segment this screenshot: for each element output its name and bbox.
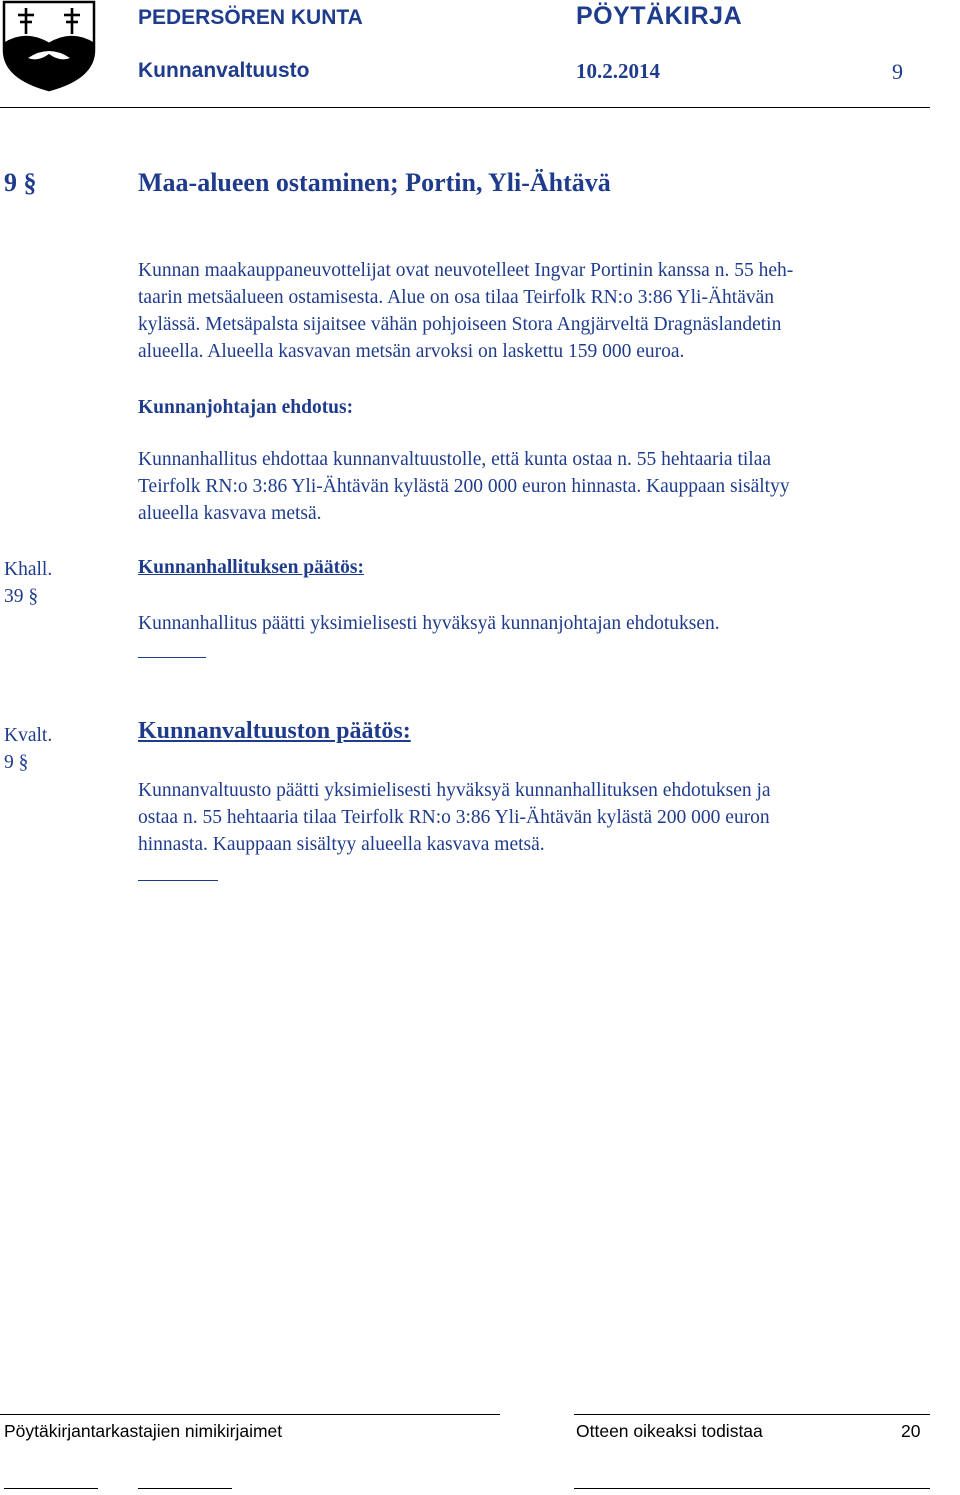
intro-line: taarin metsäalueen ostamisesta. Alue on osa tilaa Teirfolk RN:o 3:86 Yli-Ähtävän — [138, 287, 775, 308]
board-decision-heading: Kunnanhallituksen päätös: — [138, 557, 364, 578]
board-margin-label: Khall. — [4, 559, 53, 580]
council-decision-line: Kunnanvaltuusto päätti yksimielisesti hyväksyä kunnanhallituksen ehdotuksen ja — [138, 780, 771, 801]
signature-line — [4, 1488, 98, 1489]
council-margin-label: Kvalt. — [4, 725, 53, 746]
proposal-heading: Kunnanjohtajan ehdotus: — [138, 397, 354, 418]
municipality-name: PEDERSÖREN KUNTA — [138, 6, 363, 29]
proposal-line: Kunnanhallitus ehdottaa kunnanvaltuustolle, että kunta ostaa n. 55 hehtaaria tilaa — [138, 449, 772, 470]
proposal-line: alueella kasvava metsä. — [138, 503, 322, 524]
page-number: 9 — [892, 59, 903, 84]
footer-certification-label: Otteen oikeaksi todistaa — [576, 1421, 763, 1441]
council-decision-paragraph — [138, 777, 908, 858]
footer-divider-right — [574, 1414, 930, 1415]
governing-body: Kunnanvaltuusto — [138, 59, 310, 82]
footer-page-number: 20 — [901, 1421, 921, 1441]
council-margin-number: 9 § — [4, 752, 29, 773]
council-decision-end-line — [138, 880, 218, 881]
signature-line — [574, 1488, 930, 1489]
board-margin-number: 39 § — [4, 586, 39, 607]
municipal-crest-icon — [0, 0, 98, 92]
council-decision-line: hinnasta. Kauppaan sisältyy alueella kasvava metsä. — [138, 834, 545, 855]
board-decision-text: Kunnanhallitus päätti yksimielisesti hyväksyä kunnanjohtajan ehdotuksen. — [138, 613, 720, 634]
council-decision-line: ostaa n. 55 hehtaaria tilaa Teirfolk RN:o 3:86 Yli-Ähtävän kylästä 200 000 euron — [138, 807, 770, 828]
meeting-date: 10.2.2014 — [576, 59, 660, 83]
council-decision-heading: Kunnanvaltuuston päätös: — [138, 718, 411, 744]
board-margin-note — [4, 556, 52, 610]
signature-line — [138, 1488, 232, 1489]
board-decision-end-line — [138, 657, 206, 658]
intro-paragraph — [138, 257, 908, 365]
document-type: PÖYTÄKIRJA — [576, 2, 743, 30]
intro-line: kylässä. Metsäpalsta sijaitsee vähän pohjoiseen Stora Angjärveltä Dragnäslandetin — [138, 314, 782, 335]
council-margin-note — [4, 722, 52, 776]
proposal-paragraph — [138, 446, 908, 527]
proposal-line: Teirfolk RN:o 3:86 Yli-Ähtävän kylästä 200 000 euron hinnasta. Kauppaan sisältyy — [138, 476, 790, 497]
section-number: 9 § — [4, 168, 37, 197]
footer-divider-left — [0, 1414, 500, 1415]
header-divider — [0, 107, 930, 108]
section-title: Maa-alueen ostaminen; Portin, Yli-Ähtävä — [138, 168, 611, 197]
footer-initials-label: Pöytäkirjantarkastajien nimikirjaimet — [4, 1421, 283, 1441]
intro-line: alueella. Alueella kasvavan metsän arvoksi on laskettu 159 000 euroa. — [138, 341, 685, 362]
intro-line: Kunnan maakauppaneuvottelijat ovat neuvotelleet Ingvar Portinin kanssa n. 55 heh- — [138, 260, 794, 281]
